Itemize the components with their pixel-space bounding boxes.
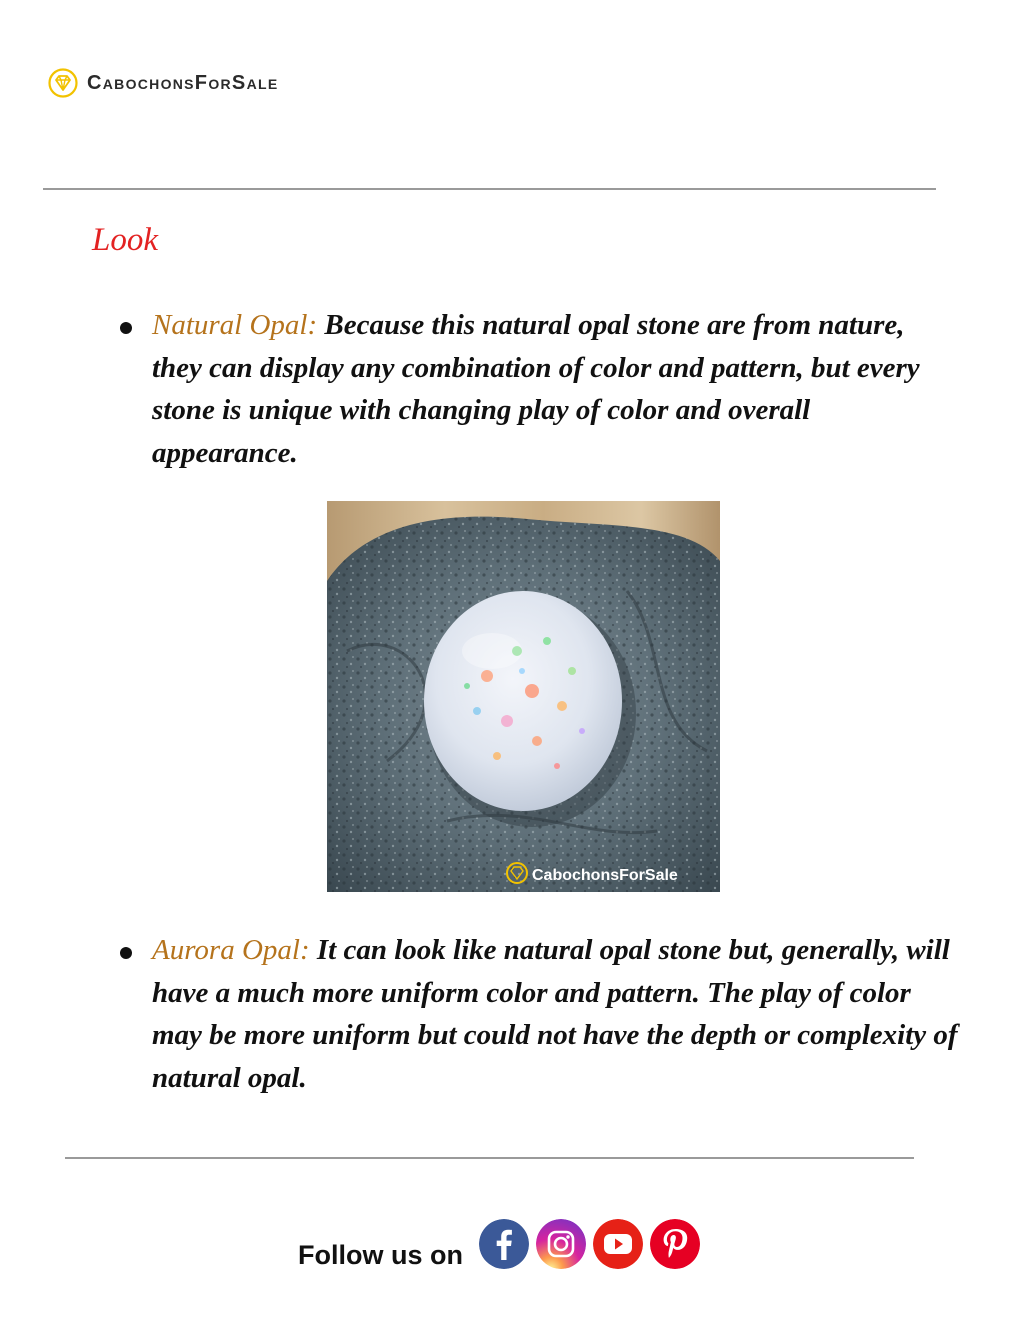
bottom-divider (65, 1157, 914, 1159)
term-label: Natural Opal: (152, 309, 318, 341)
instagram-icon[interactable] (536, 1219, 586, 1269)
bullet-icon (120, 322, 132, 334)
facebook-icon[interactable] (479, 1219, 529, 1269)
list-item-text (152, 929, 960, 1099)
pinterest-icon[interactable] (650, 1219, 700, 1269)
opal-photo (327, 501, 720, 892)
brand-name: CabochonsForSale (87, 71, 279, 94)
bullet-icon (120, 947, 132, 959)
brand-logo[interactable] (48, 66, 278, 100)
term-description: Because this natural opal stone are from nature, they can display any combination of color and pattern, but every stone is unique with changing play of color and overall appearance. (152, 309, 920, 469)
top-divider (43, 188, 936, 190)
list-item (120, 929, 960, 1099)
watermark-text: CabochonsForSale (532, 867, 678, 884)
watermark (507, 863, 678, 884)
section-heading: Look (92, 222, 158, 258)
list-item (120, 304, 960, 474)
diamond-logo-icon (48, 68, 78, 98)
term-label: Aurora Opal: (152, 934, 310, 966)
youtube-icon[interactable] (593, 1219, 643, 1269)
term-description: It can look like natural opal stone but, generally, will have a much more uniform color and pattern. The play of color may be more uniform but could not have the depth or complexity of natural opal. (152, 934, 958, 1094)
follow-us-label: Follow us on (298, 1240, 463, 1270)
list-item-text (152, 304, 960, 474)
